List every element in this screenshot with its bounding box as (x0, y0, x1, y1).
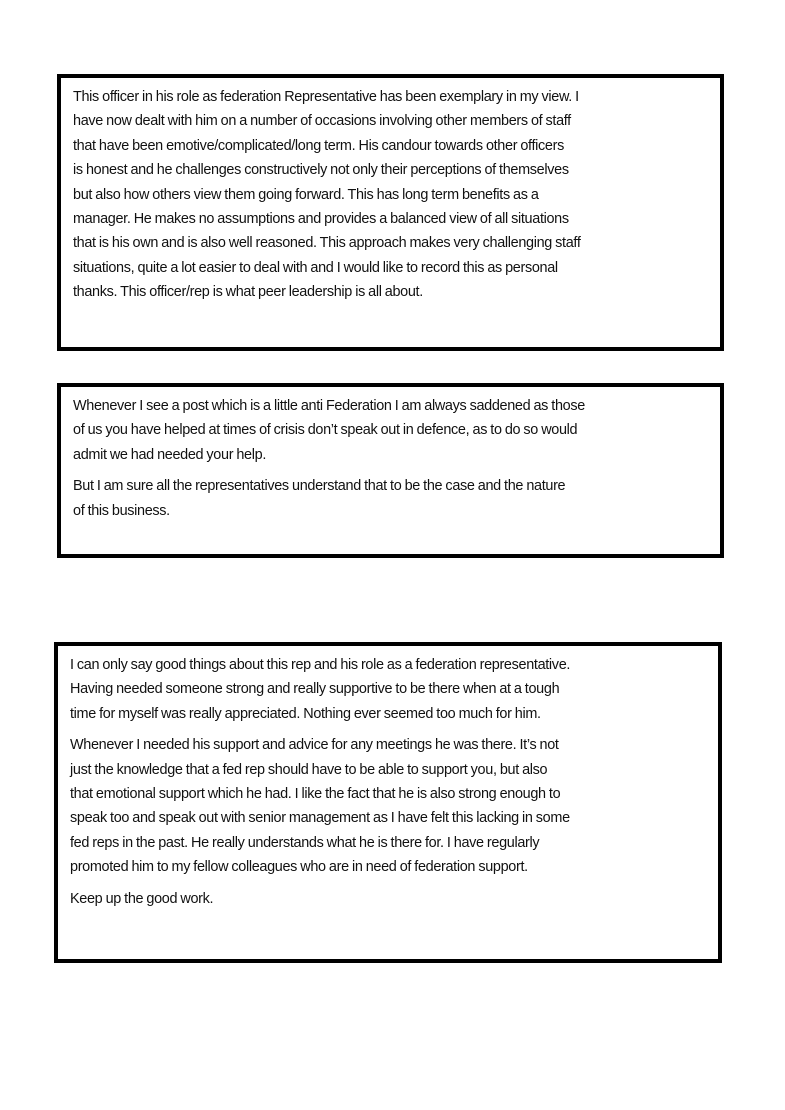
text-line: admit we had needed your help. (73, 445, 266, 463)
text-line: but also how others view them going forward. This has long term benefits as a (73, 185, 539, 203)
testimonial-box-1 (57, 74, 724, 351)
text-line: thanks. This officer/rep is what peer leadership is all about. (73, 283, 423, 301)
text-line: of us you have helped at times of crisis don’t speak out in defence, as to do so would (73, 421, 578, 439)
testimonial-paragraph (73, 474, 708, 523)
testimonial-paragraph (70, 653, 706, 726)
text-line: promoted him to my fellow colleagues who are in need of federation support. (70, 858, 528, 876)
text-line: Whenever I needed his support and advice for any meetings he was there. It’s not (70, 736, 559, 754)
text-line: manager. He makes no assumptions and provides a balanced view of all situations (73, 210, 569, 228)
text-line: speak too and speak out with senior management as I have felt this lacking in some (70, 809, 570, 827)
text-line: that emotional support which he had. I like the fact that he is also strong enough to (70, 785, 561, 803)
text-line: is honest and he challenges constructively not only their perceptions of themselves (73, 161, 569, 179)
text-line: time for myself was really appreciated. Nothing ever seemed too much for him. (70, 704, 541, 722)
testimonial-paragraph (73, 394, 708, 467)
text-line: of this business. (73, 501, 170, 519)
text-line: Whenever I see a post which is a little anti Federation I am always saddened as those (73, 397, 585, 414)
text-line: Having needed someone strong and really supportive to be there when at a tough (70, 680, 560, 698)
text-line: have now dealt with him on a number of occasions involving other members of staff (73, 112, 571, 130)
testimonial-box-3 (54, 642, 722, 963)
text-line: that is his own and is also well reasoned. This approach makes very challenging staff (73, 234, 581, 252)
text-line: Keep up the good work. (70, 889, 214, 907)
testimonial-paragraph (70, 733, 706, 879)
testimonial-paragraph (73, 85, 708, 305)
testimonial-paragraph (70, 887, 706, 911)
testimonial-box-2 (57, 383, 724, 558)
text-line: This officer in his role as federation Representative has been exemplary in my view. I (73, 88, 579, 105)
text-line: I can only say good things about this rep and his role as a federation representative. (70, 656, 571, 673)
text-line: But I am sure all the representatives understand that to be the case and the nature (73, 477, 566, 495)
text-line: just the knowledge that a fed rep should have to be able to support you, but also (70, 760, 548, 778)
text-line: situations, quite a lot easier to deal with and I would like to record this as personal (73, 258, 558, 276)
text-line: fed reps in the past. He really understands what he is there for. I have regularly (70, 833, 540, 851)
text-line: that have been emotive/complicated/long term. His candour towards other officers (73, 136, 564, 154)
